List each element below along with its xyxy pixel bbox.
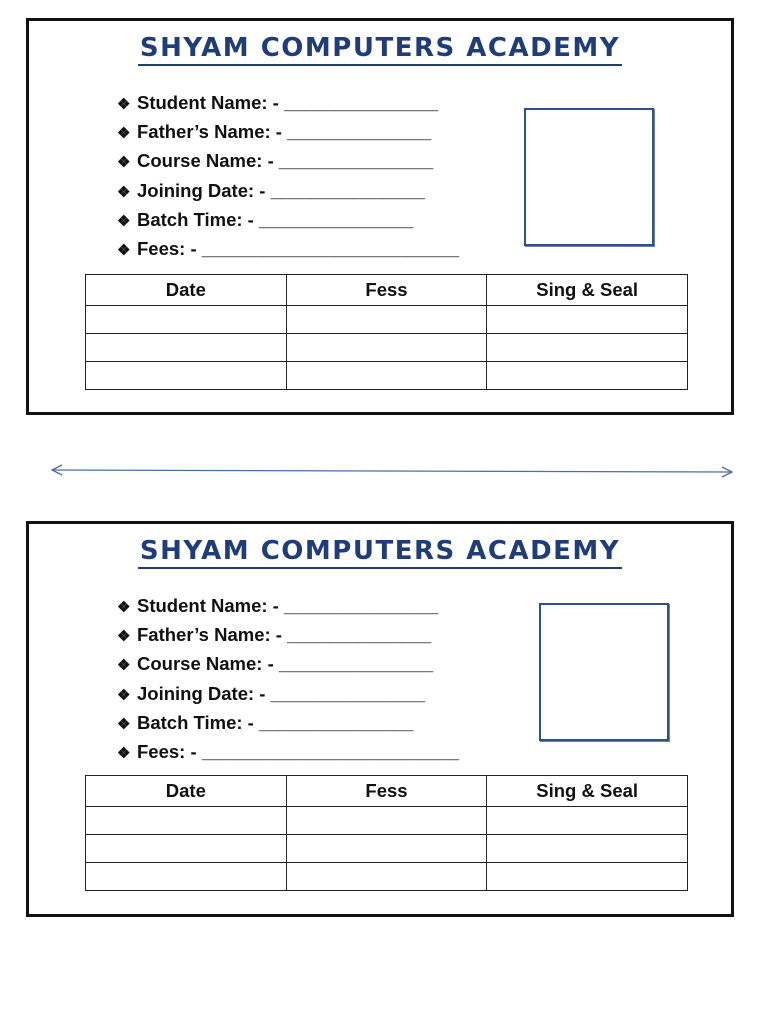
table-cell	[286, 334, 487, 362]
academy-title-text: SHYAM COMPUTERS ACADEMY	[138, 35, 622, 66]
table-cell	[487, 807, 688, 835]
photo-box	[539, 603, 669, 741]
table-cell	[487, 863, 688, 891]
table-row	[86, 362, 688, 390]
table-cell	[487, 835, 688, 863]
photo-box	[524, 108, 654, 246]
field-batch-time: ❖ Batch Time: - _______________	[117, 708, 459, 737]
diamond-bullet-icon: ❖	[117, 125, 131, 143]
academy-title-text: SHYAM COMPUTERS ACADEMY	[138, 538, 622, 569]
field-course-name: ❖ Course Name: - _______________	[117, 649, 459, 678]
table-cell	[487, 362, 688, 390]
header-fess: Fess	[286, 776, 487, 807]
diamond-bullet-icon: ❖	[117, 657, 131, 675]
table-cell	[86, 306, 287, 334]
header-date: Date	[86, 776, 287, 807]
field-fees: ❖ Fees: - _________________________	[117, 737, 459, 766]
double-arrow-icon	[50, 460, 734, 482]
table-row	[86, 334, 688, 362]
diamond-bullet-icon: ❖	[117, 599, 131, 616]
field-fathers-name: ❖ Father’s Name: - ______________	[117, 117, 459, 146]
table-row	[86, 835, 688, 863]
header-sign-seal: Sing & Seal	[487, 776, 688, 807]
diamond-bullet-icon: ❖	[117, 628, 131, 646]
table-cell	[86, 807, 287, 835]
table-row	[86, 863, 688, 891]
student-details-list	[117, 591, 459, 766]
field-joining-date: ❖ Joining Date: - _______________	[117, 176, 459, 205]
fee-card-2	[26, 521, 734, 917]
diamond-bullet-icon: ❖	[117, 715, 131, 733]
academy-title	[29, 538, 731, 569]
field-course-name: ❖ Course Name: - _______________	[117, 146, 459, 175]
field-batch-time: ❖ Batch Time: - _______________	[117, 205, 459, 234]
table-row	[86, 306, 688, 334]
table-cell	[487, 306, 688, 334]
fee-card-1	[26, 18, 734, 415]
table-cell	[286, 807, 487, 835]
diamond-bullet-icon: ❖	[117, 183, 131, 201]
header-fess: Fess	[286, 275, 487, 306]
table-header-row	[86, 275, 688, 306]
diamond-bullet-icon: ❖	[117, 96, 131, 113]
header-date: Date	[86, 275, 287, 306]
fees-table	[85, 775, 688, 891]
table-row	[86, 807, 688, 835]
table-cell	[86, 863, 287, 891]
field-fees: ❖ Fees: - _________________________	[117, 234, 459, 263]
diamond-bullet-icon: ❖	[117, 212, 131, 230]
field-student-name: ❖ Student Name: - _______________	[117, 591, 459, 620]
table-cell	[86, 334, 287, 362]
student-details-list	[117, 88, 459, 263]
table-cell	[286, 835, 487, 863]
diamond-bullet-icon: ❖	[117, 744, 131, 762]
table-cell	[86, 835, 287, 863]
table-cell	[487, 334, 688, 362]
diamond-bullet-icon: ❖	[117, 686, 131, 704]
diamond-bullet-icon: ❖	[117, 154, 131, 172]
field-fathers-name: ❖ Father’s Name: - ______________	[117, 620, 459, 649]
table-cell	[286, 306, 487, 334]
academy-title	[29, 35, 731, 66]
fees-table	[85, 274, 688, 390]
table-header-row	[86, 776, 688, 807]
diamond-bullet-icon: ❖	[117, 241, 131, 259]
field-joining-date: ❖ Joining Date: - _______________	[117, 679, 459, 708]
header-sign-seal: Sing & Seal	[487, 275, 688, 306]
field-student-name: ❖ Student Name: - _______________	[117, 88, 459, 117]
table-cell	[286, 863, 487, 891]
table-cell	[286, 362, 487, 390]
table-cell	[86, 362, 287, 390]
